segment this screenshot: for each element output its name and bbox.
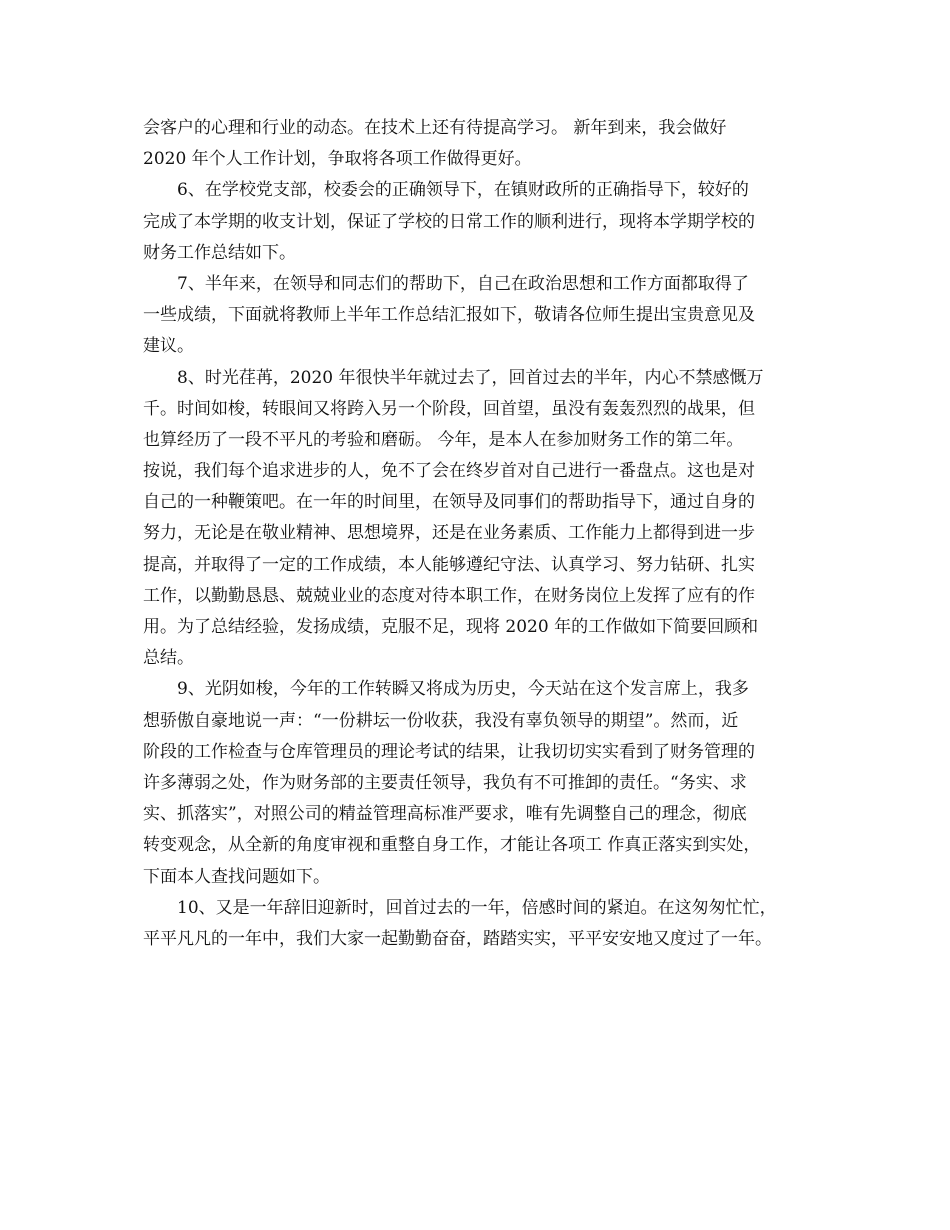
text-line: 也算经历了一段不平凡的考验和磨砺。 今年，是本人在参加财务工作的第二年。 [143,429,744,450]
paragraph-first-line: 10、又是一年辞旧迎新时，回首过去的一年，倍感时间的紧迫。在这匆匆忙忙， [177,897,777,918]
text-line: 千。时间如梭，转眼间又将跨入另一个阶段，回首望，虽没有轰轰烈烈的战果，但 [143,398,755,419]
text-line: 按说，我们每个追求进步的人，免不了会在终岁首对自己进行一番盘点。这也是对 [143,461,755,482]
text-line: 财务工作总结如下。 [143,242,296,263]
text-line: 平平凡凡的一年中，我们大家一起勤勤奋奋，踏踏实实，平平安安地又度过了一年。 [143,928,772,949]
paragraph-first-line: 7、半年来，在领导和同志们的帮助下，自己在政治思想和工作方面都取得了 [177,273,749,294]
paragraph-first-line: 6、在学校党支部，校委会的正确领导下，在镇财政所的正确指导下，较好的 [177,180,749,201]
text-line: 想骄傲自豪地说一声：“一份耕坛一份收获，我没有辜负领导的期望”。然而，近 [143,710,739,731]
text-line: 许多薄弱之处，作为财务部的主要责任领导，我负有不可推卸的责任。“务实、求 [143,772,747,793]
text-line: 下面本人查找问题如下。 [143,866,330,887]
text-line: 总结。 [143,648,194,669]
text-line: 转变观念，从全新的角度审视和重整自身工作，才能让各项工 作真正落实到实处， [143,835,761,856]
text-line: 建议。 [143,336,194,357]
text-line: 自己的一种鞭策吧。在一年的时间里，在领导及同事们的帮助指导下，通过自身的 [143,492,755,513]
document-body [143,113,828,955]
text-line: 工作，以勤勤恳恳、兢兢业业的态度对待本职工作，在财务岗位上发挥了应有的作 [143,585,755,606]
text-line: 阶段的工作检查与仓库管理员的理论考试的结果，让我切切实实看到了财务管理的 [143,741,755,762]
text-line: 完成了本学期的收支计划，保证了学校的日常工作的顺利进行，现将本学期学校的 [143,211,755,232]
text-line: 2020 年个人工作计划，争取将各项工作做得更好。 [143,149,532,170]
paragraph-first-line: 8、时光荏苒，2020 年很快半年就过去了，回首过去的半年，内心不禁感慨万 [177,367,764,388]
paragraph-first-line: 9、光阴如梭，今年的工作转瞬又将成为历史，今天站在这个发言席上，我多 [177,679,749,700]
text-line: 会客户的心理和行业的动态。在技术上还有待提高学习。 新年到来，我会做好 [143,118,727,138]
text-line: 努力，无论是在敬业精神、思想境界，还是在业务素质、工作能力上都得到进一步 [143,523,755,544]
text-line: 提高，并取得了一定的工作成绩，本人能够遵纪守法、认真学习、努力钻研、扎实 [143,554,755,575]
text-line: 用。为了总结经验，发扬成绩，克服不足，现将 2020 年的工作做如下简要回顾和 [143,617,759,637]
text-line: 一些成绩，下面就将教师上半年工作总结汇报如下，敬请各位师生提出宝贵意见及 [143,305,755,326]
text-line: 实、抓落实”，对照公司的精益管理高标准严要求，唯有先调整自己的理念，彻底 [143,804,747,825]
